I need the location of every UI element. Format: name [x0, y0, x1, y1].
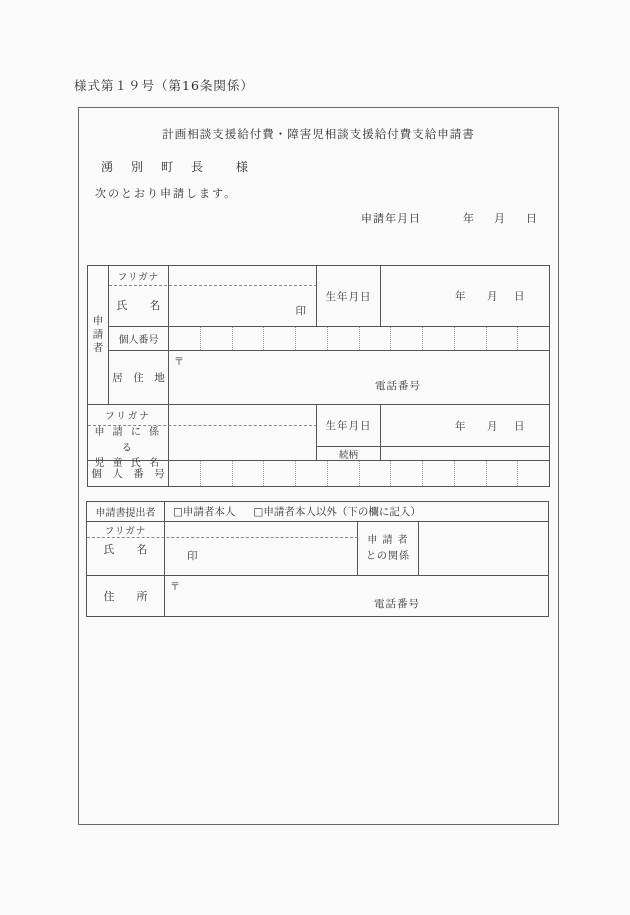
form-title: 計画相談支援給付費・障害児相談支援給付費支給申請書 — [162, 127, 475, 141]
submitter-name-input[interactable] — [165, 522, 358, 576]
mynumber-digit-box[interactable] — [328, 461, 360, 486]
child-mynumber-label: 個 人 番 号 — [88, 461, 169, 486]
mynumber-digit-box[interactable] — [487, 461, 519, 486]
applicant-birthdate-input[interactable] — [381, 266, 549, 327]
mynumber-digit-box[interactable] — [328, 327, 360, 350]
submitter-postal-mark: 〒 — [170, 582, 180, 593]
child-name-label-line1: 申 請 に 係 る — [94, 427, 162, 454]
child-name-label-cell — [88, 405, 169, 469]
child-birthdate-year-unit: 年 — [455, 420, 466, 432]
mynumber-digit-box[interactable] — [233, 461, 265, 486]
mynumber-digit-box[interactable] — [201, 327, 233, 350]
applicant-furigana-dashed-line — [109, 285, 317, 286]
applicant-residence-input[interactable] — [169, 351, 549, 405]
mynumber-digit-box[interactable] — [455, 461, 487, 486]
submitter-options-cell — [165, 502, 548, 522]
submitter-address-input[interactable] — [165, 576, 548, 616]
submitter-table — [86, 501, 549, 617]
submitter-name-label: 氏 名 — [103, 543, 148, 556]
child-relation-label: 続柄 — [317, 447, 381, 461]
addressee-line: 湧 別 町 長 様 — [101, 160, 252, 174]
application-date-year-unit: 年 — [463, 212, 474, 225]
child-relation-input[interactable] — [381, 447, 549, 461]
child-name-label-line2: 児 童 氏 名 — [94, 458, 162, 469]
mynumber-digit-box[interactable] — [233, 327, 265, 350]
submitter-relation-label-line1: 申 請 者 — [367, 535, 409, 546]
mynumber-digit-box[interactable] — [391, 327, 423, 350]
applicant-table — [87, 265, 550, 487]
child-birthdate-month-unit: 月 — [487, 420, 498, 432]
submitter-name-label-cell — [87, 522, 165, 576]
applicant-phone-label: 電話番号 — [375, 380, 421, 392]
child-birthdate-input[interactable] — [381, 405, 549, 447]
checkbox-applicant-other[interactable]: □申請者本人以外（下の欄に記入） — [253, 506, 421, 518]
form-number-heading: 様式第１９号（第16条関係） — [74, 78, 254, 93]
submitter-relation-input[interactable] — [419, 522, 548, 576]
mynumber-digit-box[interactable] — [201, 461, 233, 486]
applicant-birthdate-day-unit: 日 — [514, 290, 525, 303]
applicant-group-label: 申請者 — [91, 314, 104, 356]
intro-sentence: 次のとおり申請します。 — [95, 187, 238, 200]
applicant-birthdate-label: 生年月日 — [317, 266, 381, 327]
child-name-input[interactable] — [169, 405, 317, 461]
application-date-day-unit: 日 — [526, 212, 537, 225]
mynumber-digit-box[interactable] — [423, 461, 455, 486]
child-mynumber-input[interactable] — [169, 461, 549, 486]
submitter-furigana-label: フリガナ — [104, 525, 147, 537]
child-birthdate-label: 生年月日 — [317, 405, 381, 447]
child-furigana-dashed-line — [88, 425, 317, 426]
applicant-group-cell — [88, 266, 109, 405]
mynumber-digit-box[interactable] — [423, 327, 455, 350]
applicant-birthdate-month-unit: 月 — [487, 290, 498, 303]
submitter-row-label: 申請書提出者 — [87, 502, 165, 522]
mynumber-digit-box[interactable] — [455, 327, 487, 350]
mynumber-digit-box[interactable] — [487, 327, 519, 350]
checkbox-applicant-self[interactable]: □申請者本人 — [173, 506, 236, 518]
submitter-furigana-dashed-line — [87, 537, 358, 538]
applicant-name-label-cell — [109, 266, 169, 327]
mynumber-digit-box[interactable] — [296, 327, 328, 350]
mynumber-digit-box[interactable] — [518, 327, 549, 350]
submitter-seal-mark: 印 — [187, 550, 198, 562]
mynumber-digit-box[interactable] — [264, 327, 296, 350]
submitter-phone-label: 電話番号 — [374, 598, 420, 610]
applicant-name-input[interactable] — [169, 266, 317, 327]
form-border-box — [78, 107, 559, 825]
mynumber-digit-box[interactable] — [360, 327, 392, 350]
mynumber-digit-box[interactable] — [169, 327, 201, 350]
applicant-mynumber-input[interactable] — [169, 327, 549, 351]
mynumber-digit-box[interactable] — [264, 461, 296, 486]
applicant-residence-label: 居 住 地 — [109, 351, 169, 405]
mynumber-digit-box[interactable] — [518, 461, 549, 486]
applicant-name-label: 氏 名 — [116, 299, 161, 312]
application-date-label: 申請年月日 — [361, 212, 421, 225]
submitter-address-label: 住 所 — [87, 576, 165, 616]
mynumber-digit-box[interactable] — [360, 461, 392, 486]
applicant-birthdate-year-unit: 年 — [455, 290, 466, 303]
mynumber-digit-box[interactable] — [296, 461, 328, 486]
child-birthdate-day-unit: 日 — [514, 420, 525, 432]
applicant-furigana-label: フリガナ — [117, 271, 160, 283]
application-date-month-unit: 月 — [494, 212, 505, 225]
applicant-seal-mark: 印 — [295, 305, 306, 317]
mynumber-digit-box[interactable] — [169, 461, 201, 486]
applicant-mynumber-label: 個人番号 — [109, 327, 169, 351]
submitter-relation-label-line2: との関係 — [366, 550, 410, 562]
child-furigana-label: フリガナ — [105, 411, 151, 422]
applicant-postal-mark: 〒 — [174, 357, 184, 368]
submitter-relation-label-cell — [358, 522, 419, 576]
mynumber-digit-box[interactable] — [391, 461, 423, 486]
